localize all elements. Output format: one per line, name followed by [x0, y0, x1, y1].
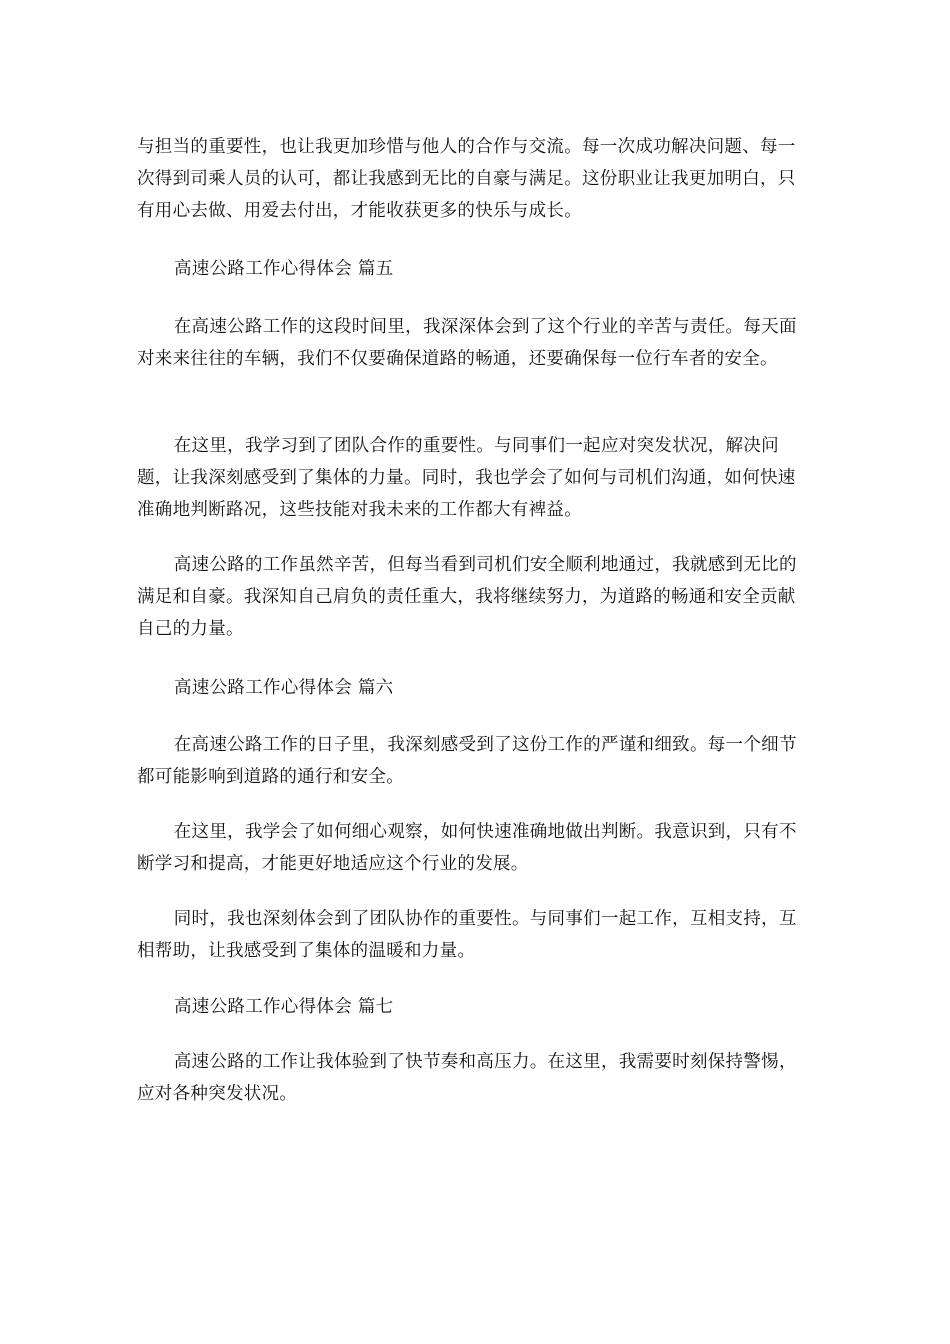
paragraph-5-2: 在这里，我学习到了团队合作的重要性。与同事们一起应对突发状况，解决问题，让我深刻感受到了集体的力量。同时，我也学会了如何与司机们沟通，如何快速准确地判断路况，这些技能对我未来的工作都大有裨益。 — [137, 436, 796, 520]
paragraph-continuation: 与担当的重要性，也让我更加珍惜与他人的合作与交流。每一次成功解决问题、每一次得到司乘人员的认可，都让我感到无比的自豪与满足。这份职业让我更加明白，只有用心去做、用爱去付出，才能收获更多的快乐与成长。 — [137, 137, 796, 221]
section-heading-7: 高速公路工作心得体会 篇七 — [174, 997, 394, 1017]
paragraph-5-1: 在高速公路工作的这段时间里，我深深体会到了这个行业的辛苦与责任。每天面对来来往往的车辆，我们不仅要确保道路的畅通，还要确保每一位行车者的安全。 — [137, 317, 797, 369]
paragraph-6-1: 在高速公路工作的日子里，我深刻感受到了这份工作的严谨和细致。每一个细节都可能影响到道路的通行和安全。 — [137, 735, 797, 787]
paragraph-6-2: 在这里，我学会了如何细心观察，如何快速准确地做出判断。我意识到，只有不断学习和提高，才能更好地适应这个行业的发展。 — [137, 822, 797, 874]
section-heading-6: 高速公路工作心得体会 篇六 — [174, 678, 394, 698]
paragraph-5-3: 高速公路的工作虽然辛苦，但每当看到司机们安全顺利地通过，我就感到无比的满足和自豪。我深知自己肩负的责任重大，我将继续努力，为道路的畅通和安全贡献自己的力量。 — [137, 555, 797, 639]
paragraph-6-3: 同时，我也深刻体会到了团队协作的重要性。与同事们一起工作，互相支持，互相帮助，让我感受到了集体的温暖和力量。 — [137, 909, 797, 961]
paragraph-7-1: 高速公路的工作让我体验到了快节奏和高压力。在这里，我需要时刻保持警惕，应对各种突发状况。 — [137, 1052, 797, 1104]
section-heading-5: 高速公路工作心得体会 篇五 — [174, 259, 394, 279]
